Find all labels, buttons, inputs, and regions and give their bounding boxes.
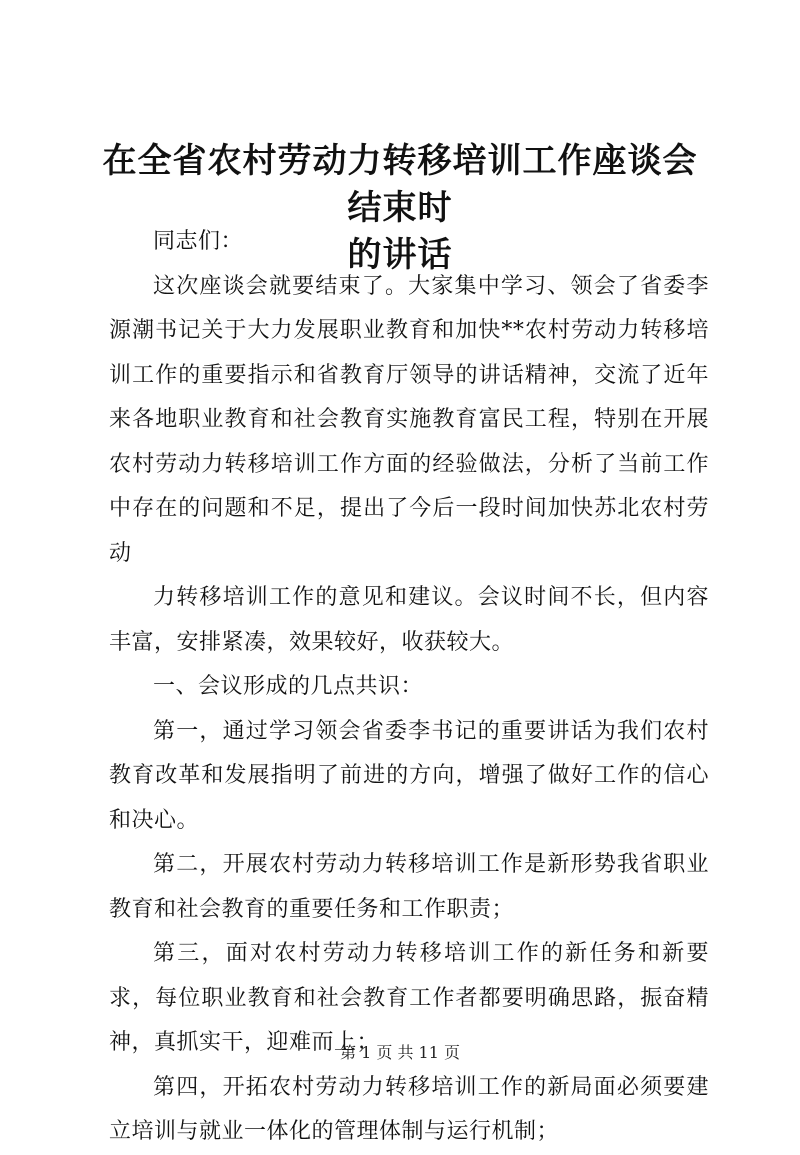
page-footer: 第 1 页 共 11 页: [340, 1043, 460, 1062]
paragraph: 第三，面对农村劳动力转移培训工作的新任务和新要求，每位职业教育和社会教育工作者都要明确思路，振奋精神，真抓实干，迎难而上；: [109, 941, 709, 1055]
paragraph: 力转移培训工作的意见和建议。会议时间不长，但内容丰富，安排紧凑，效果较好，收获较大。: [109, 585, 709, 655]
title-line-1: 在全省农村劳动力转移培训工作座谈会结束时: [102, 141, 698, 228]
title-line-2: 的讲话: [347, 235, 453, 275]
paragraph: 第四，开拓农村劳动力转移培训工作的新局面必须要建立培训与就业一体化的管理体制与运行机制；: [109, 1074, 709, 1144]
paragraph: 第一，通过学习领会省委李书记的重要讲话为我们农村教育改革和发展指明了前进的方向，增强了做好工作的信心和决心。: [109, 718, 709, 833]
document-body: [109, 220, 709, 1155]
paragraph: 第二，开展农村劳动力转移培训工作是新形势我省职业教育和社会教育的重要任务和工作职责；: [109, 852, 709, 922]
paragraph-salutation: 同志们：: [153, 229, 244, 254]
paragraph: 这次座谈会就要结束了。大家集中学习、领会了省委李源潮书记关于大力发展职业教育和加快**农村劳动力转移培训工作的重要指示和省教育厅领导的讲话精神，交流了近年来各地职业教育和社会教育实施教育富民工程，特别在开展农村劳动力转移培训工作方面的经验做法，分析了当前工作中存在的问题和不足，提出了今后一段时间加快苏北农村劳动: [109, 273, 709, 566]
section-heading: 一、会议形成的几点共识：: [153, 674, 424, 699]
